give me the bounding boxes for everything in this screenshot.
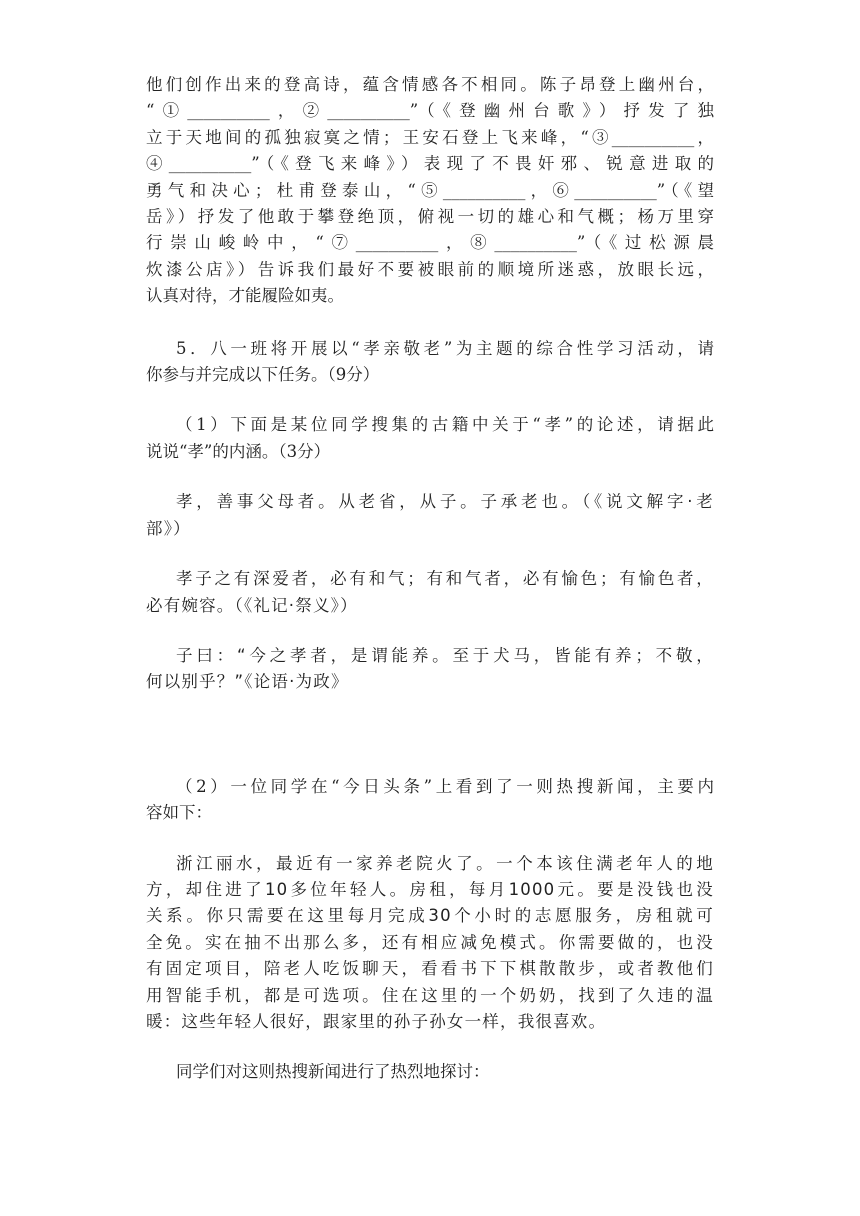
text-line: （2）一位同学在“今日头条”上看到了一则热搜新闻，主要内 — [176, 776, 714, 796]
quote-lunyu — [146, 643, 714, 696]
text-line: 浙江丽水，最近有一家养老院火了。一个本该住满老年人的地 — [176, 853, 714, 873]
task-1 — [146, 412, 714, 465]
text-line: 同学们对这则热搜新闻进行了热烈地探讨： — [176, 1062, 490, 1082]
text-line: 他们创作出来的登高诗，蕴含情感各不相同。陈子昂登上幽州台， — [146, 75, 714, 94]
text-line: 子曰：“今之孝者，是谓能养。至于犬马，皆能有养；不敬， — [176, 645, 714, 665]
text-line: 立于天地间的孤独寂寞之情；王安石登上飞来峰，“③__________， — [146, 127, 714, 147]
text-line: ④__________”（《登飞来峰》）表现了不畏奸邪、锐意进取的 — [146, 154, 714, 174]
poem-paragraph — [146, 72, 714, 310]
task-2 — [146, 774, 714, 827]
text-line: 全免。实在抽不出那么多，还有相应减免模式。你需要做的，也没 — [146, 932, 714, 952]
news-paragraph — [146, 851, 714, 1036]
discussion-intro — [146, 1059, 714, 1085]
text-line: 5．八一班将开展以“孝亲敬老”为主题的综合性学习活动，请 — [176, 338, 714, 358]
text-line: 勇气和决心；杜甫登泰山，“⑤__________，⑥__________”（《望 — [146, 180, 714, 200]
text-line: 容如下： — [146, 803, 212, 823]
text-line: 炊漆公店》）告诉我们最好不要被眼前的顺境所迷惑，放眼长远， — [146, 259, 714, 279]
text-line: 方，却住进了10多位年轻人。房租，每月1000元。要是没钱也没 — [146, 879, 714, 899]
text-line: “①__________，②__________”（《登幽州台歌》）抒发了独 — [146, 101, 714, 121]
text-line: 部》） — [146, 518, 191, 538]
text-line: 说说“孝”的内涵。（3分） — [146, 441, 331, 461]
text-line: 岳》）抒发了他敢于攀登绝顶，俯视一切的雄心和气概；杨万里穿 — [146, 207, 714, 227]
text-line: 何以别乎？”《论语·为政》 — [146, 672, 349, 692]
text-line: 孝子之有深爱者，必有和气；有和气者，必有愉色；有愉色者， — [176, 569, 714, 589]
text-line: 你参与并完成以下任务。（9分） — [146, 365, 380, 385]
document-page — [146, 72, 714, 1086]
text-line: 孝，善事父母者。从老省，从子。子承老也。（《说文解字·老 — [176, 492, 714, 512]
text-line: 关系。你只需要在这里每月完成30个小时的志愿服务，房租就可 — [146, 906, 714, 926]
text-line: 必有婉容。（《礼记·祭义》） — [146, 595, 358, 615]
quote-shuowen — [146, 489, 714, 542]
text-line: （1）下面是某位同学搜集的古籍中关于“孝”的论述，请据此 — [176, 415, 714, 435]
text-line: 暖：这些年轻人很好，跟家里的孙子孙女一样，我很喜欢。 — [146, 1011, 607, 1031]
question-5 — [146, 336, 714, 389]
quote-liji — [146, 566, 714, 619]
text-line: 行崇山峻岭中，“⑦__________，⑧__________”（《过松源晨 — [146, 233, 714, 253]
text-line: 用智能手机，都是可选项。住在这里的一个奶奶，找到了久违的温 — [146, 985, 714, 1005]
text-line: 有固定项目，陪老人吃饭聊天，看看书下下棋散散步，或者教他们 — [146, 959, 714, 979]
text-line: 认真对待，才能履险如夷。 — [146, 286, 344, 306]
